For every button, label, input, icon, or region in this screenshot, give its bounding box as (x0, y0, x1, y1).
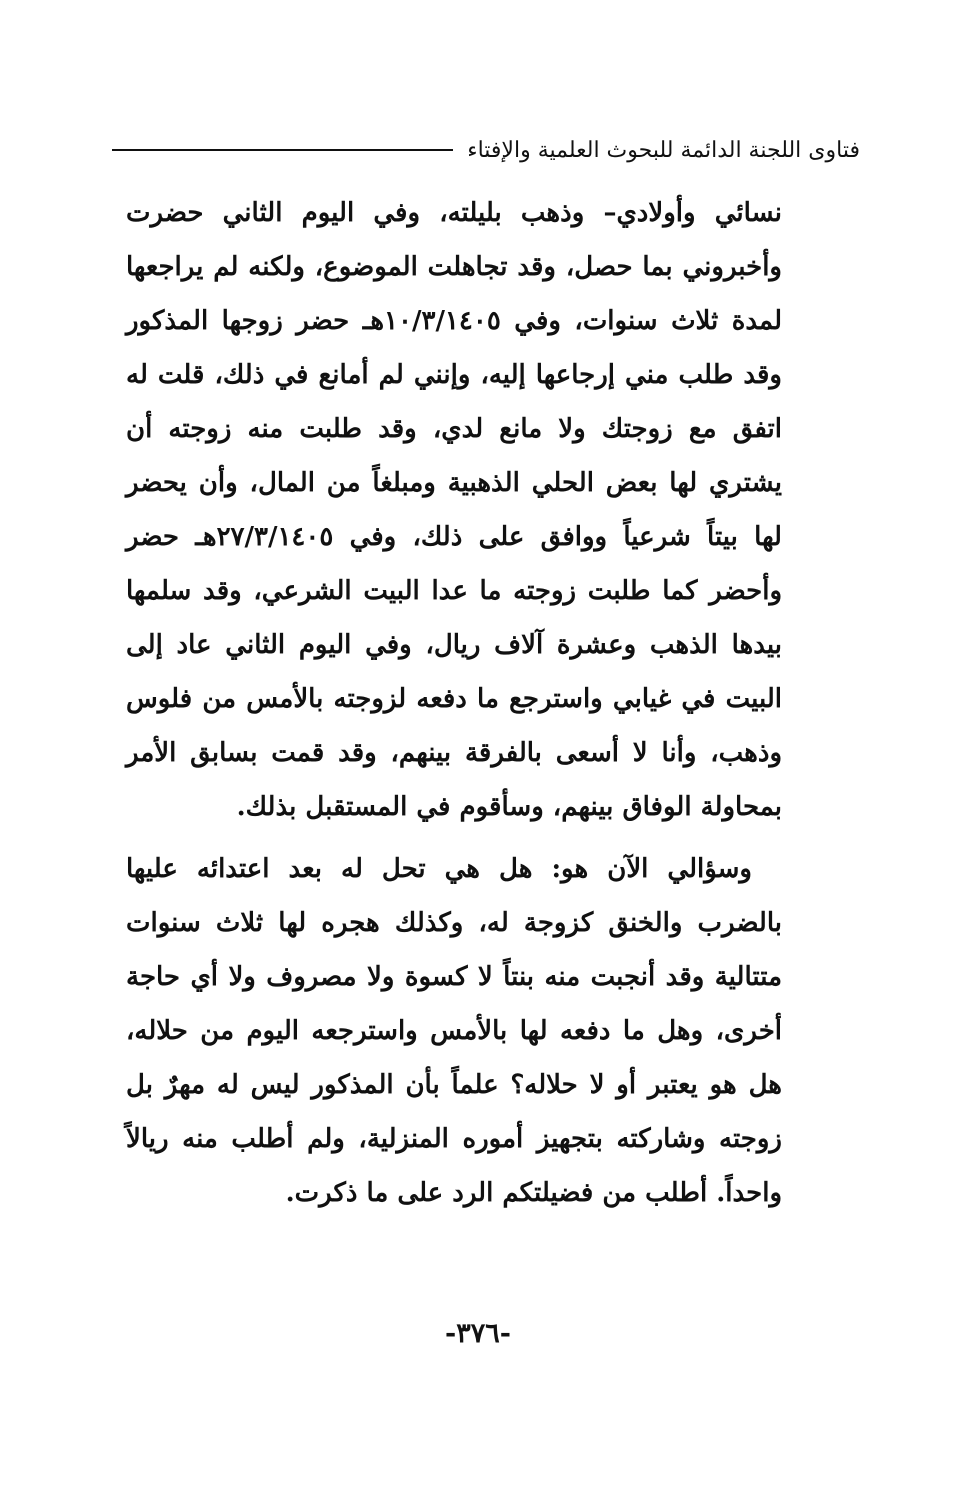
header-rule (112, 149, 453, 151)
page-number: -٣٧٦- (445, 1318, 511, 1349)
paragraph-2: وسؤالي الآن هو: هل هي تحل له بعد اعتدائه عليها بالضرب والخنق كزوجة له، وكذلك هجره لها ثلاث سنوات متتالية وقد أنجبت منه بنتاً لا كسوة ولا مصروف ولا أي حاجة أخرى، وهل ما دفعه لها بالأمس واسترجعه اليوم من حلاله، هل هو يعتبر أو لا حلاله؟ علماً بأن المذكور ليس له مهرٌ بل زوجته وشاركته بتجهيز أموره المنزلية، ولم أطلب منه ريالاً واحداً. أطلب من فضيلتكم الرد على ما ذكرت. (126, 854, 783, 1208)
header-title: فتاوى اللجنة الدائمة للبحوث العلمية والإفتاء (467, 137, 860, 163)
body-text (126, 186, 782, 1220)
running-header (112, 128, 860, 172)
paragraph-1: نسائي وأولادي– وذهب بليلته، وفي اليوم الثاني حضرت وأخبروني بما حصل، وقد تجاهلت الموضوع، ولكنه لم يراجعها لمدة ثلاث سنوات، وفي ١٠/٣/١٤٠٥هـ حضر زوجها المذكور وقد طلب مني إرجاعها إليه، وإنني لم أمانع في ذلك، قلت له اتفق مع زوجتك ولا مانع لدي، وقد طلبت منه زوجته أن يشتري لها بعض الحلي الذهبية ومبلغاً من المال، وأن يحضر لها بيتاً شرعياً ووافق على ذلك، وفي ٢٧/٣/١٤٠٥هـ حضر وأحضر كما طلبت زوجته ما عدا البيت الشرعي، وقد سلمها بيدها الذهب وعشرة آلاف ريال، وفي اليوم الثاني عاد إلى البيت في غيابي واسترجع ما دفعه لزوجته بالأمس من فلوس وذهب، وأنا لا أسعى بالفرقة بينهم، وقد قمت بسابق الأمر بمحاولة الوفاق بينهم، وسأقوم في المستقبل بذلك. (126, 198, 783, 822)
